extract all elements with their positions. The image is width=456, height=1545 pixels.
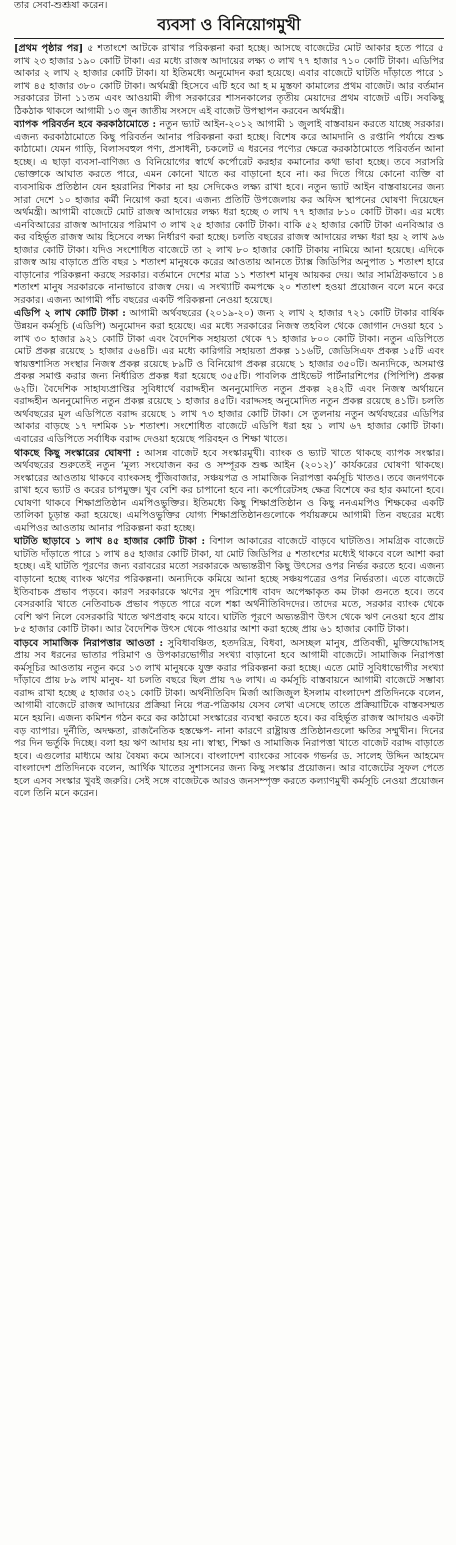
article-paragraph (14, 536, 444, 636)
previous-article-tail: তার সেবা-শুশ্রূষা করেন। (14, 0, 108, 11)
paragraph-text: আগামী অর্থবছরের (২০১৯-২০) জন্য ২ লাখ ২ হাজার ৭২১ কোটি টাকার বার্ষিক উন্নয়ন কর্মসূচি (এডিপি) অনুমোদন করা হয়েছে। এর মধ্যে সরকারের নিজস্ব তহবিল থেকে জোগান দেওয়া হবে ১ লাখ ৩০ হাজার ৯২১ কোটি টাকা এবং বৈদেশিক সহায়তা থেকে ৭১ হাজার ৮০০ কোটি টাকা। নতুন এডিপিতে মোট প্রকল্প রয়েছে ১ হাজার ৫৬৪টি। এর মধ্যে কারিগরি সহায়তা প্রকল্প ১১৬টি, জেডিসিএফ প্রকল্প ১৫টি এবং স্বায়ত্তশাসিত সংস্থার নিজস্ব প্রকল্প রয়েছে ৮৯টি ও বিনিয়োগ প্রকল্প রয়েছে ১ হাজার ৩৫০টি। অন্যদিকে, অসমাপ্ত প্রকল্প সমাপ্ত করার জন্য নির্ধারিত প্রকল্প ধরা হয়েছে ৩৫৫টি। পাবলিক প্রাইভেট পার্টনারশিপের (পিপিপি) প্রকল্প ৬২টি। বৈদেশিক সাহায্যপ্রাপ্তির সুবিধার্থে বরাদ্দহীন অননুমোদিত নতুন প্রকল্প ২৪২টি এবং নিজস্ব অর্থায়নে বরাদ্দহীন অননুমোদিত নতুন প্রকল্প রয়েছে ১ হাজার ৪৫টি। বরাদ্দসহ অনুমোদিত নতুন প্রকল্প রয়েছে ৪১টি। চলতি অর্থবছরের মূল এডিপিতে বরাদ্দ রয়েছে ১ লাখ ৭৩ হাজার কোটি টাকা। সে তুলনায় নতুন অর্থবছরের এডিপির আকার বাড়ছে ১৭ দশমিক ১৮ শতাংশ। সংশোধিত বাজেটে এডিপি ধরা হয় ১ লাখ ৬৭ হাজার কোটি টাকা। এবারের এডিপিতে সর্বাধিক বরাদ্দ দেওয়া হয়েছে পরিবহন ও শিক্ষা খাতে। (14, 308, 444, 445)
article-paragraph (14, 448, 444, 536)
paragraph-lead: বাড়বে সামাজিক নিরাপত্তার আওতা : (14, 637, 164, 649)
paragraph-lead: ব্যাপক পরিবর্তন হবে করকাঠামোতে : (14, 119, 157, 131)
paragraph-lead: থাকছে কিছু সংস্কারের ঘোষণা : (14, 447, 140, 459)
paragraph-lead: [প্রথম পৃষ্ঠার পর] (14, 43, 84, 54)
paragraph-lead: এডিপি ২ লাখ কোটি টাকা : (14, 308, 126, 320)
article-headline: ব্যবসা ও বিনিয়োগমুখী (14, 14, 444, 39)
paragraph-text: নতুন ভ্যাট আইন-২০১২ আগামী ১ জুলাই বাস্তবায়ন করতে যাচ্ছে সরকার। এজন্য করকাঠামোতে কিছু পরিবর্তন আনার পরিকল্পনা করা হচ্ছে। বিশেষ করে আমদানি ও রপ্তানি পর্যায়ে শুল্ক কাঠামো। যেমন গাড়ি, বিলাসবহুল পণ্য, প্রসাধনী, চকলেট এ ধরনের পণ্যের ক্ষেত্রে করকাঠামোতে পরিবর্তন আনা হচ্ছে। এ ছাড়া ব্যবসা-বাণিজ্য ও বিনিয়োগের স্বার্থে কর্পোরেট করহার কমানোর কথা ভাবা হচ্ছে। তবে সরাসরি ভোক্তাকে আঘাত করতে পারে, এমন কোনো খাতে কর বাড়ানো হবে না। কর দিতে গিয়ে কোনো ব্যক্তি বা ব্যবসায়িক প্রতিষ্ঠান যেন হয়রানির শিকার না হয় সেদিকেও লক্ষ্য রাখা হবে। নতুন ভ্যাট আইন বাস্তবায়নের জন্য সারা দেশে ১০ হাজার কর্মী নিয়োগ করা হবে। এজন্য প্রতিটি উপজেলায় কর অফিস স্থাপনের ঘোষণা দিয়েছেন অর্থমন্ত্রী। আগামী বাজেটে মোট রাজস্ব আদায়ের লক্ষ্য ধরা হচ্ছে ৩ লাখ ৭৭ হাজার ৮১০ কোটি টাকা। এর মধ্যে এনবিআরের রাজস্ব আদায়ের পরিমাণ ৩ লাখ ২৫ হাজার কোটি টাকা। বাকি ৫২ হাজার কোটি টাকা এনবিআর ও কর বহির্ভূত রাজস্ব আয় হিসেবে লক্ষ্য নির্ধারণ করা হচ্ছে। চলতি বছরের রাজস্ব আদায়ের লক্ষ্য ধরা হয় ২ লাখ ৯৬ হাজার কোটি টাকা। যদিও সংশোধিত বাজেটে তা ২ লাখ ৮০ হাজার কোটি টাকায় নামিয়ে আনা হয়েছে। এদিকে রাজস্ব আয় বাড়াতে প্রতি বছর ১ শতাংশ মানুষকে করের আওতায় আনতে ট্যাক্স জিডিপির অনুপাত ১ শতাংশ হারে বাড়ানোর পরিকল্পনা করছে সরকার। বর্তমানে দেশের মাত্র ১১ শতাংশ মানুষ আয়কর দেয়। আর সামগ্রিকভাবে ১৪ শতাংশ মানুষ সরকারকে নানাভাবে রাজস্ব দেয়। এ সংখ্যাটি কমপক্ষে ২০ শতাংশ হওয়া প্রয়োজন বলে মনে করে সরকার। এজন্য আগামী পাঁচ বছরের একটি পরিকল্পনা নেওয়া হয়েছে। (14, 119, 444, 306)
paragraph-text: বিশাল আকারের বাজেটে বাড়বে ঘাটতিও। সামগ্রিক বাজেটে ঘাটতি দাঁড়াতে পারে ১ লাখ ৪৫ হাজার কোটি টাকা, যা মোট জিডিপির ৫ শতাংশের মধ্যেই থাকবে বলে আশা করা হচ্ছে। এই ঘাটতি পূরণের জন্য বরাবরের মতো সরকারকে অভ্যন্তরীণ কিছু উৎসের ওপর নির্ভর করতে হবে। এজন্য বাড়ানো হচ্ছে ব্যাংক ঋণের পরিকল্পনা। অন্যদিকে কমিয়ে আনা হচ্ছে সঞ্চয়পত্রের ওপর নির্ভরতা। এতে বাজেটে ইতিবাচক প্রভাব পড়বে। কারণ সরকারকে ঋণের সুদ পরিশোধ বাবদ অপেক্ষাকৃত কম টাকা গুনতে হবে। তবে বেসরকারি খাতে নেতিবাচক প্রভাব পড়তে পারে বলে শঙ্কা অর্থনীতিবিদদের। তাদের মতে, সরকার ব্যাংক থেকে বেশি ঋণ নিলে বেসরকারি খাতে ঋণপ্রবাহ কমে যাবে। ঘাটতি পূরণে অভ্যন্তরীণ উৎস থেকে ঋণ নেওয়া হবে প্রায় ৮৫ হাজার কোটি টাকা। আর বৈদেশিক উৎস থেকে পাওয়ার আশা করা হচ্ছে প্রায় ৬১ হাজার কোটি টাকা। (14, 536, 445, 636)
paragraph-text: ৫ শতাংশে আটকে রাখার পরিকল্পনা করা হচ্ছে। আসছে বাজেটের মোট আকার হতে পারে ৫ লাখ ২৩ হাজার ১৯০ কোটি টাকা। এর মধ্যে রাজস্ব আদায়ের লক্ষ্য ৩ লাখ ৭৭ হাজার ৭১০ কোটি টাকা। এডিপির আকার ২ লাখ ২ হাজার কোটি টাকা। যা ইতিমধ্যে অনুমোদন করা হয়েছে। এবার বাজেটে ঘাটতি দাঁড়াতে পারে ১ লাখ ৪৫ হাজার ৩৮০ কোটি টাকা। অর্থমন্ত্রী হিসেবে এটি হবে আ হ ম মুস্তফা কামালের প্রথম বাজেট। আর বর্তমান সরকারের টানা ১১তম এবং আওয়ামী লীগ সরকারের শাসনকালের তৃতীয় মেয়াদের প্রথম বাজেট এটি। সবকিছু ঠিকঠাক থাকলে আগামী ১৩ জুন জাতীয় সংসদে এই বাজেট উপস্থাপন করবেন অর্থমন্ত্রী। (14, 43, 445, 117)
article-paragraph (14, 308, 444, 446)
paragraph-text: সুবিধাবঞ্চিত, হতদরিদ্র, বিধবা, অসচ্ছল মানুষ, প্রতিবন্ধী, মুক্তিযোদ্ধাসহ প্রায় সব ধরনের ভাতার পরিমাণ ও উপকারভোগীর সংখ্যা বাড়ানো হবে আগামী বাজেটে। সামাজিক নিরাপত্তা কর্মসূচির আওতায় নতুন করে ১৩ লাখ মানুষকে যুক্ত করার পরিকল্পনা করা হচ্ছে। এতে মোট সুবিধাভোগীর সংখ্যা দাঁড়াবে প্রায় ৮৯ লাখ মানুষ- যা চলতি বছরে ছিল প্রায় ৭৬ লাখ। এ কর্মসূচি বাস্তবায়নে আগামী বাজেটে সম্ভাব্য বরাদ্দ রাখা হচ্ছে ৫ হাজার ৩২১ কোটি টাকা। অর্থনীতিবিদ মির্জা আজিজুল ইসলাম বাংলাদেশ প্রতিদিনকে বলেন, আগামী বাজেটে রাজস্ব আদায়ের প্রক্রিয়া নিয়ে পত্র-পত্রিকায় যেসব লেখা এসেছে তাতে প্রক্রিয়াটিকে বাস্তবসম্মত মনে হয়নি। এজন্য কমিশন গঠন করে কর কাঠামো সংস্কারের ব্যবস্থা করতে হবে। কর বহির্ভূত রাজস্ব আদায়ও একটা বড় ব্যাপার। দুর্নীতি, অদক্ষতা, রাজনৈতিক হস্তক্ষেপ- নানা কারণে রাষ্ট্রায়ত্ত প্রতিষ্ঠানগুলো ক্ষতির সম্মুখীন। দিনের পর দিন ভর্তুকি দিচ্ছে। বলা হয় ঋণ আদায় হয় না। স্বাস্থ্য, শিক্ষা ও সামাজিক নিরাপত্তা খাতে বাজেট বরাদ্দ বাড়াতে হবে। এগুলোর মাধ্যমে আয় বৈষম্য কমে আসবে। বাংলাদেশ ব্যাংকের সাবেক গভর্নর ড. সালেহ উদ্দিন আহমেদ বাংলাদেশ প্রতিদিনকে বলেন, আর্থিক খাতের সুশাসনের জন্য কিছু সংস্কার প্রয়োজন। আর বাজেটের সুফল পেতে হলে এসব সংস্কার খুবই জরুরি। সেই সঙ্গে বাজেটকে আরও জনসম্পৃক্ত করতে কল্যাণমুখী কর্মসূচি নেওয়া প্রয়োজন বলে তিনি মনে করেন। (14, 637, 444, 800)
paragraph-text: আসন্ন বাজেট হবে সংস্কারমুখী। ব্যাংক ও ভ্যাট খাতে থাকছে ব্যাপক সংস্কার। অর্থবছরের শুরুতেই নতুন ‘মূল্য সংযোজন কর ও সম্পূরক শুল্ক আইন (২০১২)’ কার্যকরের ঘোষণা থাকছে। সংস্কারের আওতায় থাকবে ব্যাংকসহ পুঁজিবাজার, সঞ্চয়পত্র ও সামাজিক নিরাপত্তা কর্মসূচি খাতও। তবে জনগণকে রাখা হবে ভ্যাট ও করের চাপমুক্ত। খুব বেশি কর চাপানো হবে না। কর্পোরেটসহ ক্ষেত্র বিশেষে কর হার কমানো হবে। ঘোষণা থাকবে শিক্ষাপ্রতিষ্ঠান এমপিওভুক্তির। ইতিমধ্যে কিছু শিক্ষাপ্রতিষ্ঠান ও কিছু ননএমপিও শিক্ষকের একটি তালিকা চূড়ান্ত করা হয়েছে। এমপিওভুক্তির যোগ্য শিক্ষাপ্রতিষ্ঠানগুলোকে পর্যায়ক্রমে আগামী তিন বছরের মধ্যে এমপিওর আওতায় আনার পরিকল্পনা করা হচ্ছে। (14, 447, 445, 534)
article-paragraph (14, 43, 444, 118)
article-paragraph (14, 119, 444, 307)
paragraph-lead: ঘাটতি ছাড়াবে ১ লাখ ৪৫ হাজার কোটি টাকা : (14, 536, 206, 548)
article-paragraph (14, 638, 444, 801)
